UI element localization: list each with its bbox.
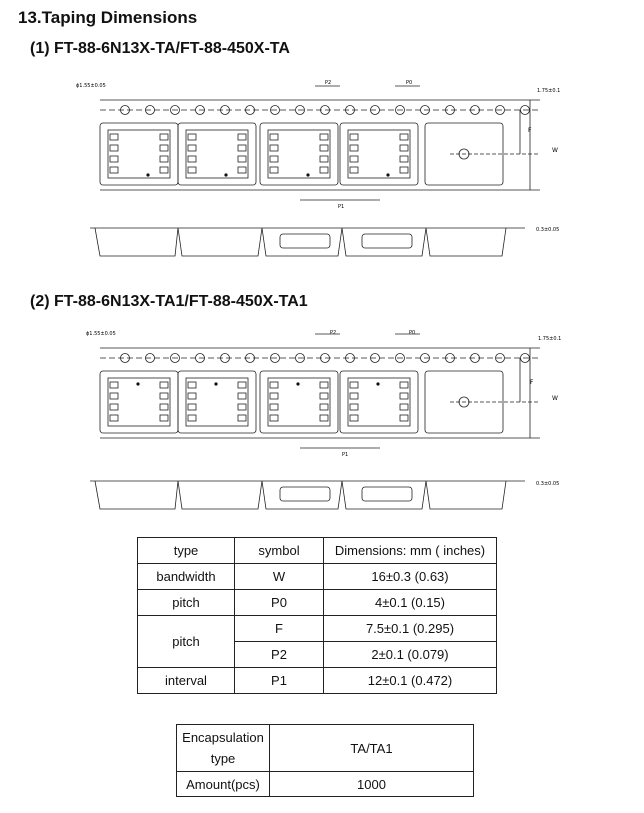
cell-symbol: P0 (235, 590, 324, 616)
lead-pad (320, 145, 328, 151)
p1-label: P1 (342, 452, 349, 458)
cell-type: bandwidth (138, 564, 235, 590)
lead-pad (238, 167, 246, 173)
lead-pad (270, 156, 278, 162)
lead-pad (270, 415, 278, 421)
lead-pad (320, 134, 328, 140)
table-row (138, 616, 497, 642)
p2-label: P2 (325, 80, 332, 86)
lead-pad (188, 145, 196, 151)
section-title: 13.Taping Dimensions (18, 8, 198, 27)
lead-pad (110, 145, 118, 151)
hole-diameter-label: ϕ1.55±0.05 (86, 331, 116, 337)
header-type: type (138, 538, 235, 564)
variant1-taping-drawing (70, 78, 570, 278)
table-header-row (138, 538, 497, 564)
amount-value: 1000 (270, 772, 474, 797)
cell-value: 2±0.1 (0.079) (324, 642, 497, 668)
pocket (340, 123, 418, 185)
side-view-component (280, 234, 330, 248)
component-outline (268, 130, 330, 178)
lead-pad (160, 134, 168, 140)
lead-pad (188, 134, 196, 140)
lead-pad (188, 156, 196, 162)
table-row (177, 725, 474, 772)
hole-diameter-label: ϕ1.55±0.05 (76, 83, 106, 89)
f-label: F (528, 127, 532, 134)
p2-label: P2 (330, 330, 337, 336)
lead-pad (110, 393, 118, 399)
lead-pad (110, 156, 118, 162)
lead-pad (160, 156, 168, 162)
lead-pad (238, 145, 246, 151)
pocket (340, 371, 418, 433)
lead-pad (350, 134, 358, 140)
header-dimensions: Dimensions: mm ( inches) (324, 538, 497, 564)
lead-pad (350, 415, 358, 421)
side-view-profile (95, 481, 506, 509)
pocket (260, 371, 338, 433)
pocket (178, 123, 256, 185)
pocket (178, 371, 256, 433)
lead-pad (160, 167, 168, 173)
lead-pad (188, 415, 196, 421)
lead-pad (110, 382, 118, 388)
lead-pad (238, 393, 246, 399)
lead-pad (270, 134, 278, 140)
w-label: W (552, 147, 558, 154)
lead-pad (160, 382, 168, 388)
component-outline (348, 130, 410, 178)
pin1-marker (306, 173, 309, 176)
cell-value: 16±0.3 (0.63) (324, 564, 497, 590)
lead-pad (350, 145, 358, 151)
lead-pad (320, 382, 328, 388)
cell-symbol: F (235, 616, 324, 642)
lead-pad (320, 167, 328, 173)
p0-label: P0 (406, 80, 413, 86)
pin1-marker (224, 173, 227, 176)
e-dimension-label: 1.75±0.1 (537, 88, 561, 94)
lead-pad (270, 393, 278, 399)
cell-value: 7.5±0.1 (0.295) (324, 616, 497, 642)
cell-symbol: P2 (235, 642, 324, 668)
lead-pad (400, 404, 408, 410)
cell-type: interval (138, 668, 235, 694)
pocket (100, 123, 178, 185)
lead-pad (270, 145, 278, 151)
side-view-component (362, 234, 412, 248)
lead-pad (238, 415, 246, 421)
lead-pad (400, 382, 408, 388)
lead-pad (110, 415, 118, 421)
lead-pad (400, 167, 408, 173)
lead-pad (320, 415, 328, 421)
w-label: W (552, 395, 558, 402)
lead-pad (400, 134, 408, 140)
lead-pad (400, 393, 408, 399)
pin1-marker (136, 382, 139, 385)
pocket (260, 123, 338, 185)
variant1-title: (1) FT-88-6N13X-TA/FT-88-450X-TA (30, 40, 290, 57)
lead-pad (160, 404, 168, 410)
cell-value: 12±0.1 (0.472) (324, 668, 497, 694)
cell-symbol: P1 (235, 668, 324, 694)
lead-pad (188, 382, 196, 388)
cell-type: pitch (138, 616, 235, 668)
component-outline (186, 130, 248, 178)
e-dimension-label: 1.75±0.1 (538, 336, 562, 342)
side-view-profile (95, 228, 506, 256)
lead-pad (270, 404, 278, 410)
thickness-label: 0.3±0.05 (536, 227, 560, 233)
lead-pad (400, 145, 408, 151)
pin1-marker (386, 173, 389, 176)
lead-pad (110, 167, 118, 173)
variant2-taping-drawing (70, 326, 570, 526)
pin1-marker (146, 173, 149, 176)
encapsulation-type-value: TA/TA1 (270, 725, 474, 772)
label-line-2: type (210, 751, 236, 766)
table-row (138, 668, 497, 694)
pin1-marker (296, 382, 299, 385)
lead-pad (238, 382, 246, 388)
p1-label: P1 (338, 204, 345, 210)
encapsulation-table (176, 724, 474, 797)
lead-pad (350, 156, 358, 162)
lead-pad (188, 167, 196, 173)
pin1-marker (214, 382, 217, 385)
lead-pad (320, 393, 328, 399)
lead-pad (320, 156, 328, 162)
amount-label: Amount(pcs) (177, 772, 270, 797)
p0-label: P0 (409, 330, 416, 336)
table-row (177, 772, 474, 797)
lead-pad (188, 404, 196, 410)
pocket (100, 371, 178, 433)
lead-pad (400, 156, 408, 162)
lead-pad (320, 404, 328, 410)
pin1-marker (376, 382, 379, 385)
header-symbol: symbol (235, 538, 324, 564)
lead-pad (238, 134, 246, 140)
lead-pad (110, 134, 118, 140)
cell-type: pitch (138, 590, 235, 616)
component-outline (108, 130, 170, 178)
lead-pad (350, 404, 358, 410)
variant2-title: (2) FT-88-6N13X-TA1/FT-88-450X-TA1 (30, 293, 308, 310)
table-row (138, 590, 497, 616)
lead-pad (270, 167, 278, 173)
side-view-component (362, 487, 412, 501)
label-line-1: Encapsulation (182, 730, 264, 745)
lead-pad (350, 382, 358, 388)
lead-pad (110, 404, 118, 410)
lead-pad (238, 404, 246, 410)
lead-pad (160, 393, 168, 399)
side-view-component (280, 487, 330, 501)
encapsulation-type-label (177, 725, 270, 772)
table-row (138, 564, 497, 590)
lead-pad (270, 382, 278, 388)
lead-pad (160, 415, 168, 421)
lead-pad (188, 393, 196, 399)
cell-symbol: W (235, 564, 324, 590)
lead-pad (350, 393, 358, 399)
lead-pad (400, 415, 408, 421)
dimension-table (137, 537, 497, 694)
f-label: F (530, 379, 534, 386)
lead-pad (238, 156, 246, 162)
thickness-label: 0.3±0.05 (536, 481, 560, 487)
lead-pad (350, 167, 358, 173)
cell-value: 4±0.1 (0.15) (324, 590, 497, 616)
lead-pad (160, 145, 168, 151)
